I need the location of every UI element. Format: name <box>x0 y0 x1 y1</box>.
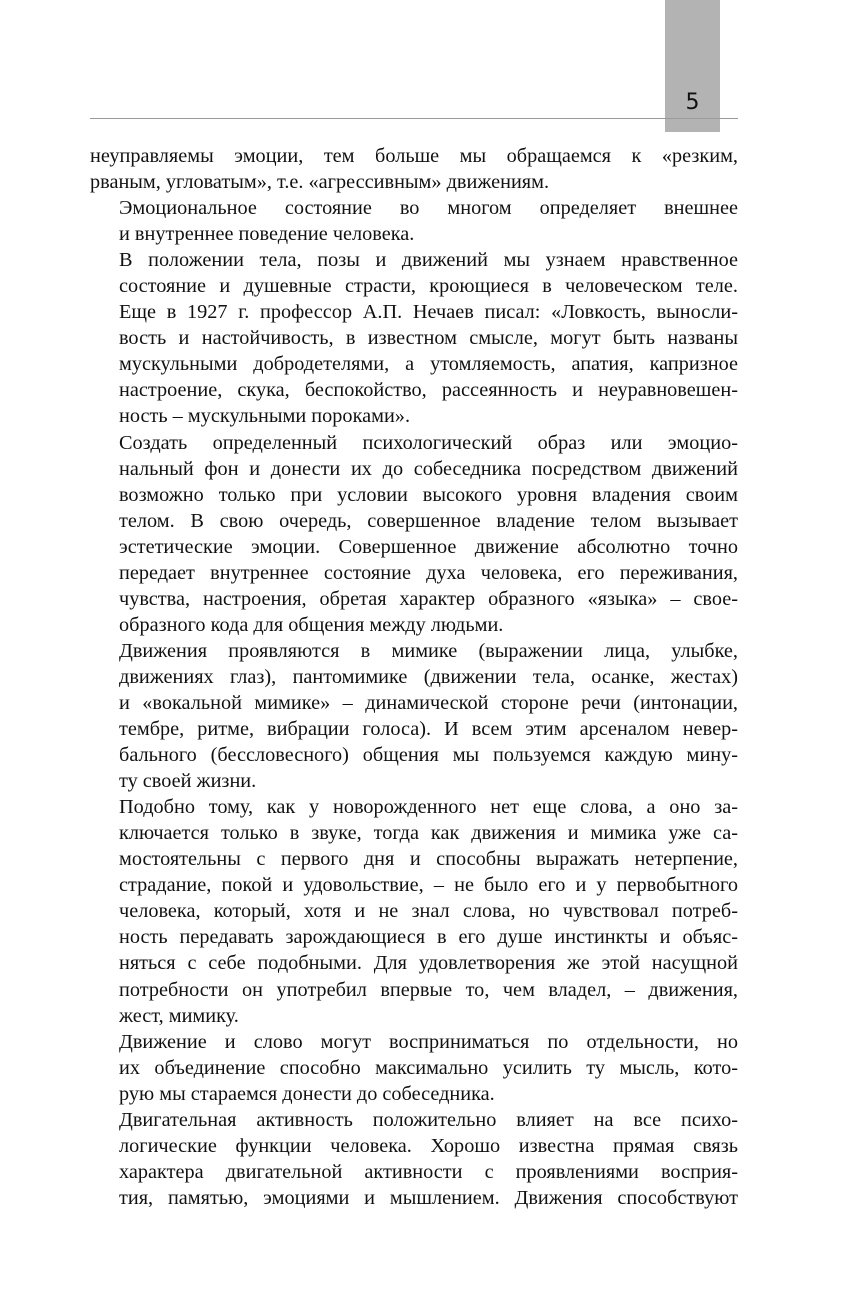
text-line: ность – мускульными пороками». <box>119 405 411 428</box>
text-line: и внутреннее поведение человека. <box>119 223 415 246</box>
paragraph <box>90 1029 738 1107</box>
text-line: Подобно тому, как у новорожденного нет еще слова, а оно за- <box>119 796 738 819</box>
text-line: Движение и слово могут восприниматься по отдельности, но <box>119 1030 738 1053</box>
paragraph <box>90 638 738 794</box>
text-line: чувства, настроения, обретая характер образного «языка» – свое- <box>119 587 738 610</box>
text-line: настроение, скука, беспокойство, рассеянность и неуравновешен- <box>119 379 738 402</box>
text-line: Создать определенный психологический образ или эмоцио- <box>119 431 738 454</box>
text-line: ность передавать зарождающиеся в его душе инстинкты и объяс- <box>119 926 738 949</box>
header-rule <box>90 118 738 119</box>
paragraph <box>90 247 738 429</box>
text-line: бального (бессловесного) общения мы пользуемся каждую мину- <box>119 744 738 767</box>
paragraph <box>90 430 738 638</box>
text-line: нальный фон и донести их до собеседника посредством движений <box>119 457 738 480</box>
text-line: их объединение способно максимально усилить ту мысль, кото- <box>119 1056 738 1079</box>
text-line: тембре, ритме, вибрации голоса). И всем этим арсеналом невер- <box>119 718 738 741</box>
text-line: ключается только в звуке, тогда как движения и мимика уже са- <box>119 822 738 845</box>
paragraph <box>90 1107 738 1211</box>
text-line: телом. В свою очередь, совершенное владение телом вызывает <box>119 509 738 532</box>
text-line: логические функции человека. Хорошо известна прямая связь <box>119 1134 738 1157</box>
text-line: Движения проявляются в мимике (выражении лица, улыбке, <box>119 639 738 662</box>
text-line: В положении тела, позы и движений мы узнаем нравственное <box>119 249 738 272</box>
text-line: эстетические эмоции. Совершенное движение абсолютно точно <box>119 535 738 558</box>
paragraph <box>90 143 738 195</box>
text-line: рваным, угловатым», т.е. «агрессивным» движениям. <box>90 171 550 194</box>
body-text <box>90 143 738 1211</box>
paragraph <box>90 794 738 1028</box>
text-line: неуправляемы эмоции, тем больше мы обращаемся к «резким, <box>90 145 738 167</box>
text-line: мускульными добродетелями, а утомляемость, апатия, капризное <box>119 353 738 376</box>
text-line: мостоятельны с первого дня и способны выражать нетерпение, <box>119 848 738 871</box>
text-line: состояние и душевные страсти, кроющиеся в человеческом теле. <box>119 275 738 298</box>
text-line: Двигательная активность положительно влияет на все психо- <box>119 1108 738 1131</box>
text-line: характера двигательной активности с проявлениями восприя- <box>119 1160 738 1183</box>
text-line: жест, мимику. <box>119 1004 239 1027</box>
text-line: Еще в 1927 г. профессор А.П. Нечаев писал: «Ловкость, выносли- <box>119 301 738 324</box>
page-number: 5 <box>685 90 700 115</box>
text-line: и «вокальной мимике» – динамической стороне речи (интонации, <box>119 691 738 714</box>
text-line: образного кода для общения между людьми. <box>119 613 504 636</box>
text-line: движениях глаз), пантомимике (движении тела, осанке, жестах) <box>119 665 738 688</box>
text-line: тия, памятью, эмоциями и мышлением. Движения способствуют <box>119 1186 738 1209</box>
text-line: вость и настойчивость, в известном смысле, могут быть названы <box>119 327 738 350</box>
text-line: рую мы стараемся донести до собеседника. <box>119 1082 495 1105</box>
page-number-tab <box>665 0 720 132</box>
text-line: ту своей жизни. <box>119 770 257 793</box>
paragraph <box>90 195 738 247</box>
text-line: передает внутреннее состояние духа человека, его переживания, <box>119 561 738 584</box>
text-line: страдание, покой и удовольствие, – не было его и у первобытного <box>119 874 738 897</box>
text-line: возможно только при условии высокого уровня владения своим <box>119 483 738 506</box>
text-line: потребности он употребил впервые то, чем владел, – движения, <box>119 978 738 1001</box>
text-line: няться с себе подобными. Для удовлетворения же этой насущной <box>119 952 738 975</box>
text-line: человека, который, хотя и не знал слова, но чувствовал потреб- <box>119 900 738 923</box>
text-line: Эмоциональное состояние во многом определяет внешнее <box>119 197 738 220</box>
